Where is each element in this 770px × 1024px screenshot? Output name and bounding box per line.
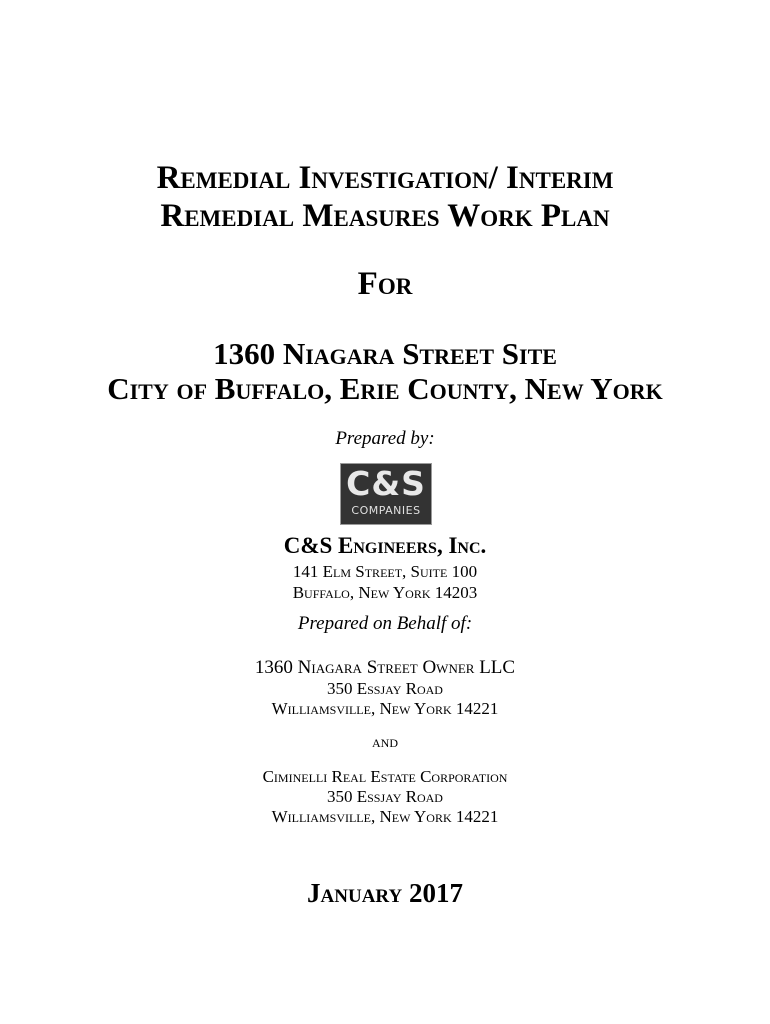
document-date: January 2017 xyxy=(307,878,463,908)
company-logo xyxy=(340,463,432,525)
client-2-address-line-2: Williamsville, New York 14221 xyxy=(271,807,499,826)
logo-wordmark: COMPANIES xyxy=(351,504,421,517)
preparer-address-line-1: 141 Elm Street, Suite 100 xyxy=(292,562,478,581)
client-1-name: 1360 Niagara Street Owner LLC xyxy=(254,657,516,678)
site-name: 1360 Niagara Street Site xyxy=(213,336,557,371)
and-label: and xyxy=(372,732,398,751)
document-title-line-1: Remedial Investigation/ Interim xyxy=(156,160,614,196)
for-heading: For xyxy=(357,266,413,302)
client-1-address-line-1: 350 Essjay Road xyxy=(327,679,443,698)
document-title-line-2: Remedial Measures Work Plan xyxy=(160,198,610,234)
behalf-label: Prepared on Behalf of: xyxy=(297,613,473,634)
logo-mark: C&S xyxy=(346,464,426,503)
client-2-address-line-1: 350 Essjay Road xyxy=(327,787,443,806)
preparer-address-line-2: Buffalo, New York 14203 xyxy=(292,583,478,602)
prepared-by-label: Prepared by: xyxy=(335,428,435,449)
client-1-address-line-2: Williamsville, New York 14221 xyxy=(271,699,499,718)
preparer-name: C&S Engineers, Inc. xyxy=(283,533,487,558)
client-2-name: Ciminelli Real Estate Corporation xyxy=(262,767,508,786)
site-location: City of Buffalo, Erie County, New York xyxy=(107,371,663,406)
